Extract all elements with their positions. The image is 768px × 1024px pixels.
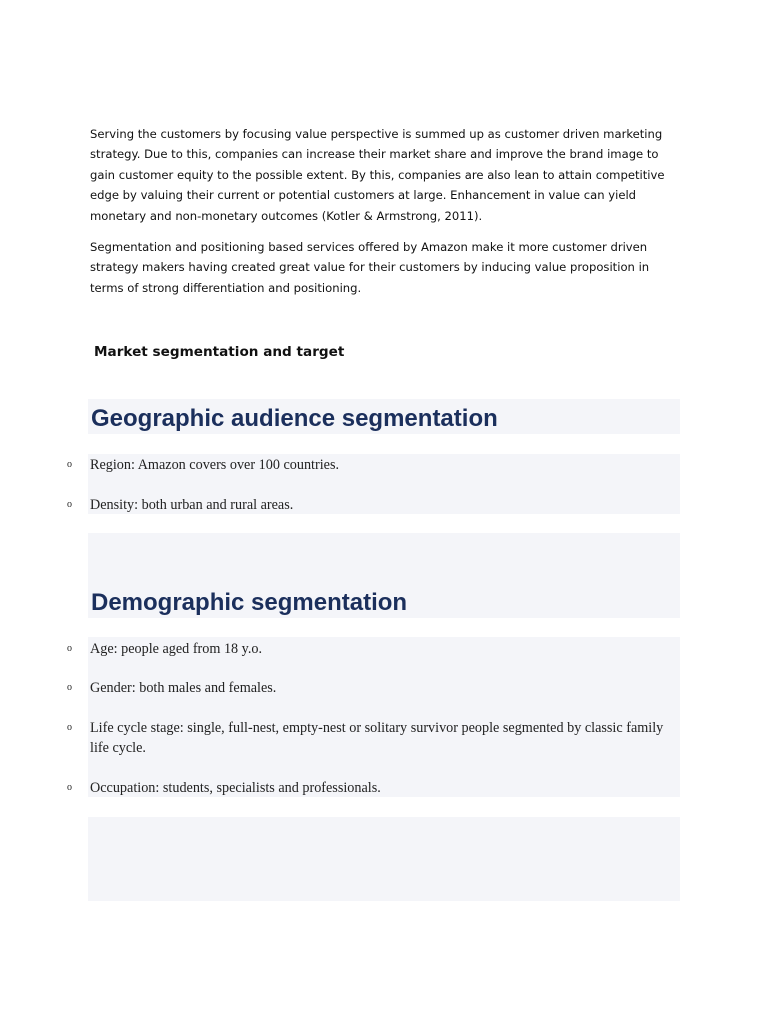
demographic-item-text: Age: people aged from 18 y.o. <box>90 641 263 657</box>
market-segmentation-heading: Market segmentation and target <box>94 344 345 360</box>
demographic-item-text: Life cycle stage: single, full-nest, empty-nest or solitary survivor people segmented by classic family life cycle. <box>90 720 664 756</box>
bullet-marker: o <box>67 682 72 693</box>
intro-paragraph-1: Serving the customers by focusing value perspective is summed up as customer driven marketing strategy. Due to this, companies can increase their market share and improve the brand image to gain customer equity to the possible extent. By this, companies are also lean to attain competitive edge by valuing their current or potential customers at large. Enhancement in value can yield monetary and non-monetary outcomes (Kotler & Armstrong, 2011). <box>90 127 665 223</box>
bullet-marker: o <box>67 459 72 470</box>
bullet-marker: o <box>67 782 72 793</box>
bullet-marker: o <box>67 499 72 510</box>
intro-paragraph-2: Segmentation and positioning based services offered by Amazon make it more customer driven strategy makers having created great value for their customers by inducing value proposition in terms of strong differentiation and positioning. <box>90 240 650 295</box>
demographic-item-text: Gender: both males and females. <box>90 680 277 696</box>
empty-section-band <box>88 817 680 901</box>
demographic-list-band <box>88 637 680 797</box>
geographic-section-title: Geographic audience segmentation <box>91 405 498 432</box>
bullet-marker: o <box>67 643 72 654</box>
demographic-section-title: Demographic segmentation <box>91 589 408 616</box>
geographic-item-text: Region: Amazon covers over 100 countries. <box>90 457 340 473</box>
demographic-item-text: Occupation: students, specialists and professionals. <box>90 780 381 796</box>
bullet-marker: o <box>67 722 72 733</box>
geographic-item-text: Density: both urban and rural areas. <box>90 497 294 513</box>
